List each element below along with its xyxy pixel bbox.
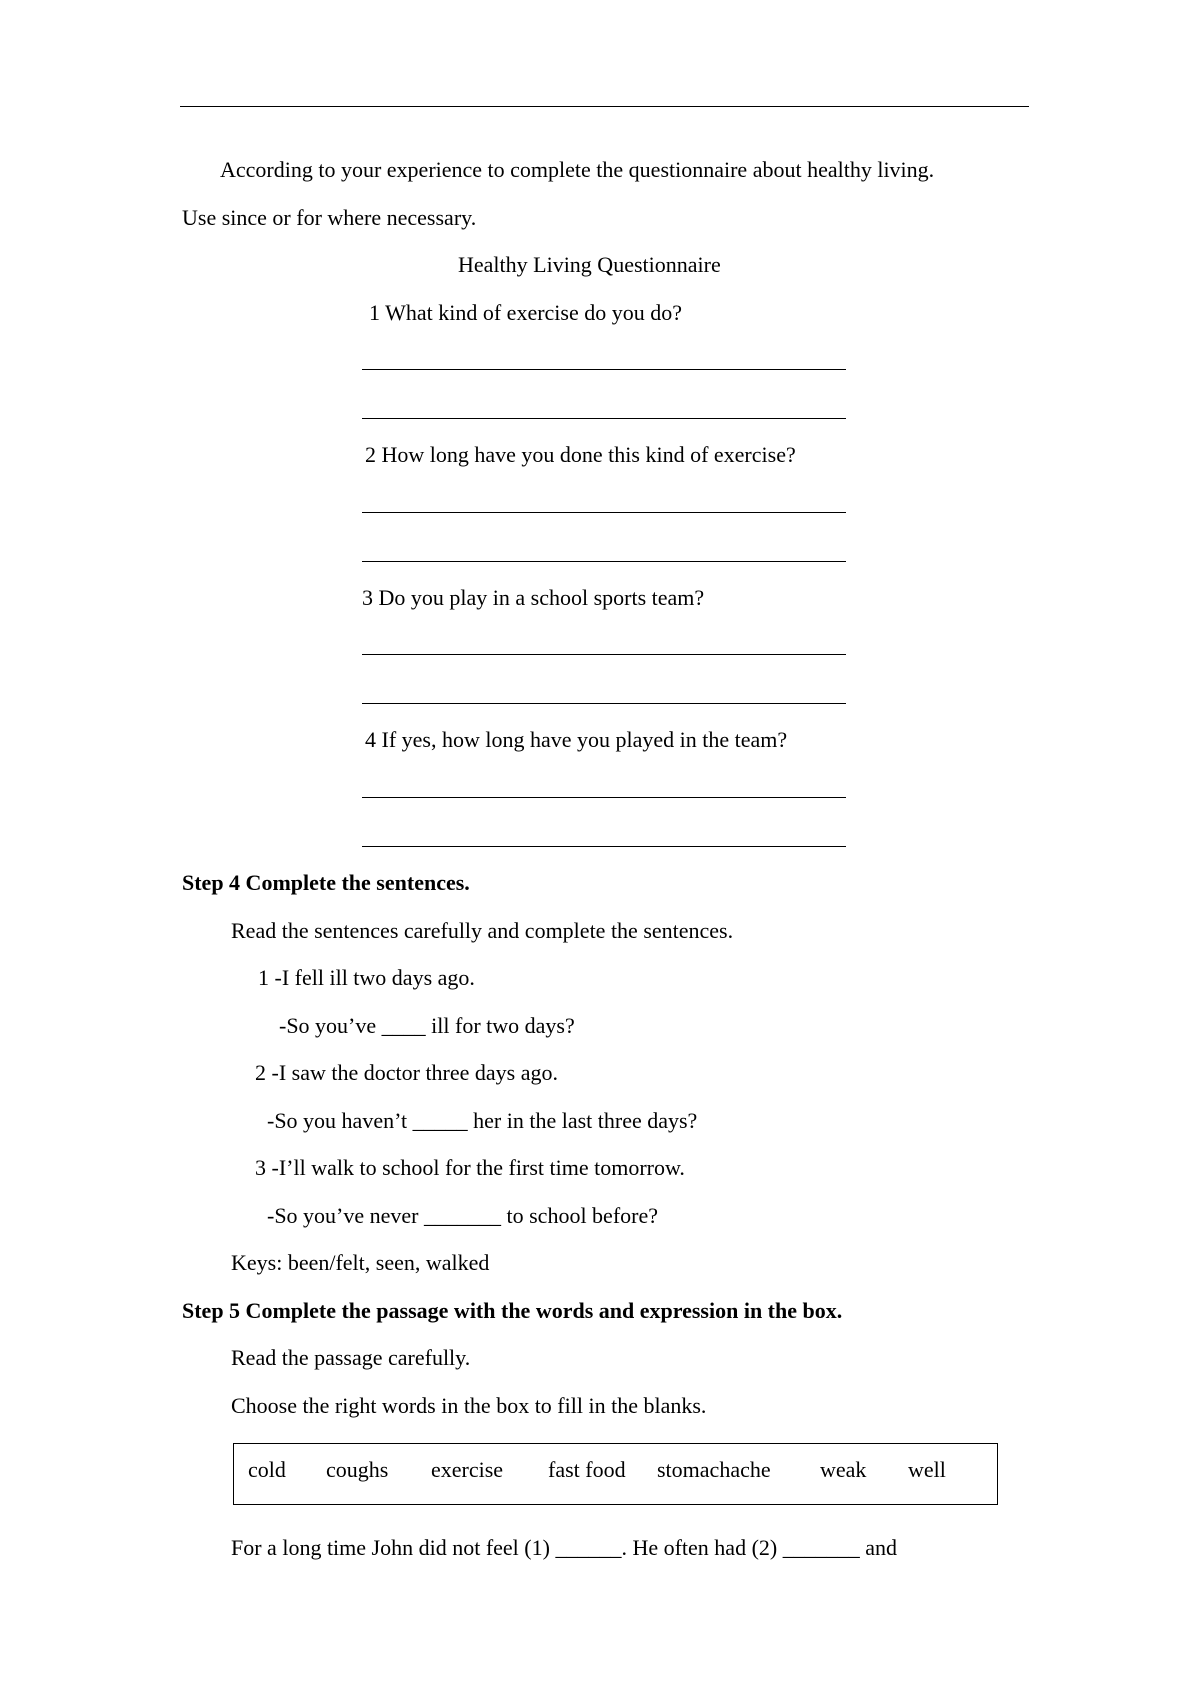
answer-line[interactable] — [362, 654, 846, 655]
step5-instruction-2: Choose the right words in the box to fill in the blanks. — [231, 1393, 707, 1418]
step5-heading: Step 5 Complete the passage with the words and expression in the box. — [182, 1298, 843, 1323]
intro-line-2: Use since or for where necessary. — [182, 205, 477, 230]
step4-item-1-reply: -So you’ve ____ ill for two days? — [279, 1013, 575, 1038]
question-2: 2 How long have you done this kind of exercise? — [365, 442, 796, 467]
step4-instruction: Read the sentences carefully and complete the sentences. — [231, 918, 734, 943]
passage-line: For a long time John did not feel (1) ______. He often had (2) _______ and — [231, 1535, 897, 1560]
step4-item-1: 1 -I fell ill two days ago. — [258, 965, 475, 990]
answer-line[interactable] — [362, 369, 846, 370]
question-1: 1 What kind of exercise do you do? — [369, 300, 683, 325]
answer-line[interactable] — [362, 512, 846, 513]
step4-item-3-reply: -So you’ve never _______ to school before? — [267, 1203, 659, 1228]
answer-line[interactable] — [362, 797, 846, 798]
box-word-stomachache: stomachache — [657, 1457, 771, 1482]
step4-keys: Keys: been/felt, seen, walked — [231, 1250, 490, 1275]
answer-line[interactable] — [362, 561, 846, 562]
answer-line[interactable] — [362, 703, 846, 704]
box-word-coughs: coughs — [326, 1457, 389, 1482]
questionnaire-title: Healthy Living Questionnaire — [458, 252, 721, 277]
header-rule — [180, 106, 1029, 107]
question-3: 3 Do you play in a school sports team? — [362, 585, 705, 610]
step5-instruction-1: Read the passage carefully. — [231, 1345, 471, 1370]
intro-line-1: According to your experience to complete the questionnaire about healthy living. — [220, 157, 935, 182]
step4-item-2: 2 -I saw the doctor three days ago. — [255, 1060, 559, 1085]
box-word-exercise: exercise — [431, 1457, 504, 1482]
box-word-well: well — [908, 1457, 946, 1482]
step4-item-2-reply: -So you haven’t _____ her in the last three days? — [267, 1108, 698, 1133]
box-word-fast-food: fast food — [548, 1457, 626, 1482]
question-4: 4 If yes, how long have you played in the team? — [365, 727, 788, 752]
step4-item-3: 3 -I’ll walk to school for the first time tomorrow. — [255, 1155, 685, 1180]
answer-line[interactable] — [362, 418, 846, 419]
word-box — [233, 1443, 998, 1505]
step4-heading: Step 4 Complete the sentences. — [182, 870, 470, 895]
answer-line[interactable] — [362, 846, 846, 847]
box-word-cold: cold — [248, 1457, 286, 1482]
box-word-weak: weak — [820, 1457, 867, 1482]
